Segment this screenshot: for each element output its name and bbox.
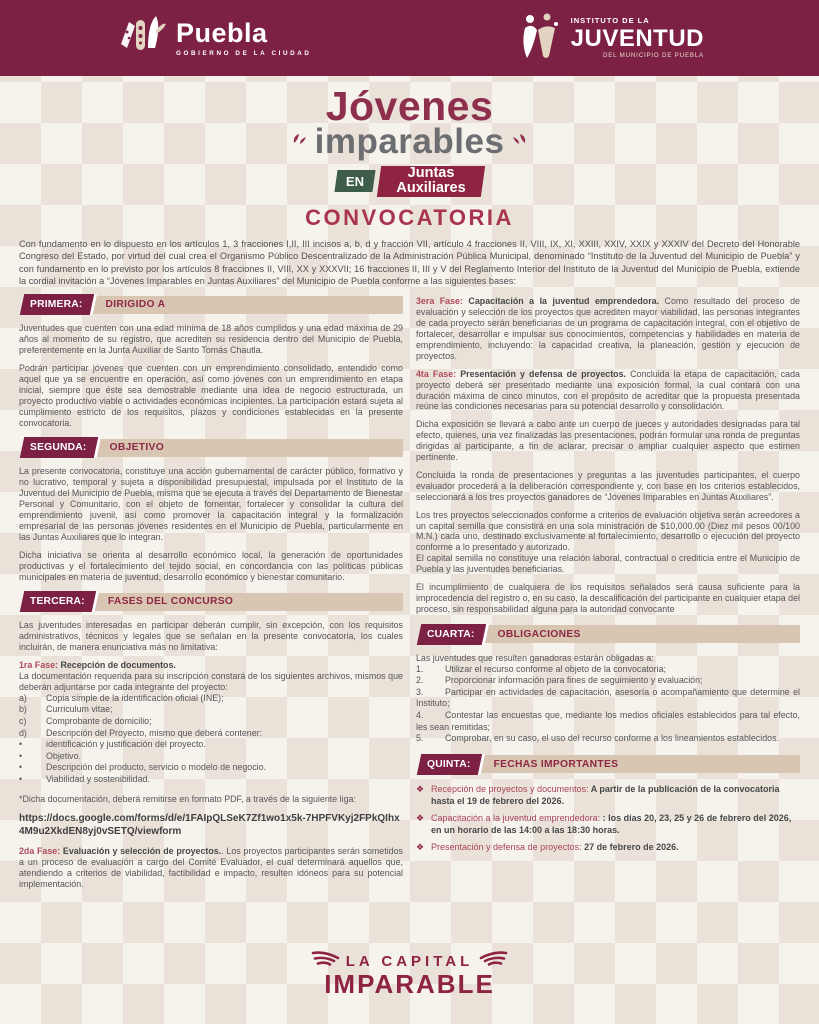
obligacion-5: 5. Comprobar, en su caso, el uso del recurso conforme a los lineamientos establecidos.	[416, 733, 779, 744]
tercera-chip: TERCERA:	[20, 591, 99, 612]
capital-semilla-paragraph-2: El capital semilla no constituye una relación laboral, contractual o crediticia entre el Municipio de Puebla y las juventudes beneficiarias.	[416, 553, 800, 575]
incumplimiento-paragraph: El incumplimiento de cualquiera de los requisitos señalados será causa suficiente para la improcedencia del registro o, en su caso, la descalificación del participante en cualquier etapa del proceso, sin responsabilidad alguna para la autoridad convocante	[416, 582, 800, 614]
detail-item-3: • Descripción del producto, servicio o modelo de negocio.	[19, 762, 267, 773]
segunda-paragraph-2: Dicha iniciativa se orienta al desarrollo económico local, la generación de oportunidades productivas y el fortalecimiento del tejido social, en concordancia con las políticas públicas municipales en materia de juventud, desarrollo económico y bienestar comunitario.	[19, 549, 403, 582]
doc-item-d: d) Descripción del Proyecto, mismo que deberá contener:	[19, 727, 263, 738]
badge-en: EN	[335, 170, 376, 192]
obligacion-3: 3. Participar en actividades de capacitación, asesoría o acompañamiento que determine el Instituto;	[416, 686, 800, 709]
segunda-title-bar: OBJETIVO	[97, 439, 403, 457]
quinta-chip: QUINTA:	[417, 754, 485, 775]
fase1-body: La documentación requerida para su inscripción constará de los siguientes archivos, mismos que deberán adjuntarse por cada integrante del proyecto:	[19, 671, 403, 692]
date-item-text: Recepción de proyectos y documentos: A partir de la publicación de la convocatoria hasta el 19 de febrero del 2026.	[431, 783, 780, 806]
obligacion-1: 1. Utilizar el recurso conforme al objeto de la convocatoria;	[416, 663, 666, 674]
puebla-talavera-icon	[115, 14, 167, 63]
fase2-paragraph: 2da Fase: Evaluación y selección de proyectos.. Los proyectos participantes serán sometidos a un proceso de evaluación a cargo del Comité Evaluador, el cual determinará aquellos que, atendiendo a criterios de viabilidad, factibilidad e impacto, resulten idóneos para su potencial implementación.	[19, 846, 403, 890]
imparable-text: IMPARABLE	[324, 969, 495, 999]
title-block	[0, 76, 819, 231]
exposicion-paragraph: Dicha exposición se llevará a cabo ante un cuerpo de jueces y autoridades designadas para tal efecto, quienes, una vez finalizadas las presentaciones, podrán formular una ronda de preguntas dirigidas al participante, a fin de aclarar, precisar o ampliar cualquier aspecto que estimen pertinente.	[416, 419, 800, 463]
tercera-intro-paragraph: Las juventudes interesadas en participar deberán cumplir, sin excepción, con los requisitos administrativos, técnicos y legales que se señalan en la presente convocatoria, los cuales incluirán, de manera enunciativa más no limitativa:	[19, 620, 403, 653]
doc-item-b: b) Curriculum vitae;	[19, 704, 113, 715]
diamond-bullet-icon: ❖	[416, 783, 425, 794]
title-jovenes: Jóvenes	[325, 83, 494, 129]
juventud-line1: INSTITUTO DE LA	[570, 16, 650, 26]
obligacion-2: 2. Proporcionar información para fines de seguimiento y evaluación;	[416, 675, 703, 686]
fase4-paragraph: 4ta Fase: Presentación y defensa de proyectos. Concluida la etapa de capacitación, cada proyecto deberá ser presentado mediante una exposición formal, la cual contará con una duración máxima de cinco minutos, con el propósito de acreditar que la propuesta presentada reúne las condiciones necesarias para su potencial desarrollo y consolidación.	[416, 368, 800, 412]
primera-paragraph-1: Juventudes que cuenten con una edad mínima de 18 años cumplidos y una edad máxima de 29 años al momento de su registro, que acrediten su residencia dentro del Municipio de Puebla, preferentemente en la Junta Auxiliar de Santo Tomás Chautla.	[19, 323, 403, 356]
title-badges	[0, 166, 819, 197]
section-header-segunda	[19, 437, 403, 458]
section-header-quinta	[416, 754, 800, 775]
fase1-heading: 1ra Fase: Recepción de documentos.	[19, 660, 176, 671]
right-column	[416, 292, 800, 897]
fase3-paragraph: 3era Fase: Capacitación a la juventud emprendedora. Como resultado del proceso de evaluación y selección de los proyectos que acrediten mayor viabilidad, las personas integrantes de cada proyecto serán beneficiarias de un programa de capacitación integral, con el objetivo de fortalecer, desarrollar e impulsar sus conocimientos, competencias y habilidades en materia de emprendimiento, incluyendo: la capacidad creativa, la planeación, gestión y ejecución de proyectos.	[416, 296, 800, 361]
leaf-left-icon	[291, 132, 308, 150]
la-capital-text: LA CAPITAL	[345, 952, 474, 970]
pdf-note: *Dicha documentación, deberá remitirse en formato PDF, a través de la siguiente liga:	[19, 793, 356, 804]
doc-item-a: a) Copia simple de la identificación oficial (INE);	[19, 692, 224, 703]
badge-juntas-auxiliares: Juntas Auxiliares	[376, 166, 484, 197]
diamond-bullet-icon: ❖	[416, 813, 425, 824]
date-item-presentacion	[416, 841, 800, 853]
capital-semilla-paragraph: Los tres proyectos seleccionados conforme a criterios de evaluación objetiva serán acreedores a un capital semilla que consistirá en una sola ministración de $10,000.00 (Diez mil pesos 00/100 M.N.) cada uno, destinado exclusivamente al fortalecimiento, desarrollo o ejecución del proyecto conforme a lo presentado y autorizado.	[416, 509, 800, 553]
la-capital-imparable-logo	[0, 950, 819, 997]
concluida-paragraph: Concluida la ronda de presentaciones y preguntas a las juventudes participantes, el cuerpo evaluador procederá a la deliberación correspondiente y, con base en los criterios establecidos, seleccionará a los tres proyectos ganadores de “Jóvenes Imparables en Juntas Auxiliares”.	[416, 469, 800, 502]
primera-chip: PRIMERA:	[20, 294, 97, 315]
title-imparables: imparables	[314, 121, 505, 161]
primera-paragraph-2: Podrán participar jóvenes que cuenten con un emprendimiento consolidado, entendido como aquel que ya se encuentre en operación, así como jóvenes con un emprendimiento en etapa inicial, siempre que éste sea demostrable mediante una idea de negocio estructurada, un proyecto productivo viable o actividades económicas incipientes. La participación estará sujeta al cumplimiento estricto de los requisitos, plazos y condiciones establecidas en la presente convocatoria.	[19, 362, 403, 428]
date-item-capacitacion	[416, 812, 800, 836]
content-columns	[0, 292, 819, 897]
section-header-primera	[19, 294, 403, 315]
tercera-title-bar: FASES DEL CONCURSO	[95, 593, 403, 611]
section-header-cuarta	[416, 624, 800, 645]
doc-item-c: c) Comprobante de domicilio;	[19, 716, 152, 727]
puebla-logo	[115, 14, 312, 63]
segunda-chip: SEGUNDA:	[20, 437, 101, 458]
date-item-recepcion	[416, 783, 800, 807]
puebla-tagline: GOBIERNO DE LA CIUDAD	[176, 49, 312, 57]
section-header-tercera	[19, 591, 403, 612]
google-form-link[interactable]: https://docs.google.com/forms/d/e/1FAIpQLSeK7Zf1wo1x5k-7HPFVKyj2FPkQIhx4M9u2XkdEN8yj0vSETQ/viewform	[19, 813, 400, 838]
left-column	[19, 292, 403, 897]
segunda-paragraph-1: La presente convocatoria, constituye una acción gubernamental de carácter público, formativo y no lucrativo, temporal y sujeta a disponibilidad presupuestal, impulsada por el Instituto de la Juventud del Municipio de Puebla, misma que se ejecuta a través del Departamento de Bienestar Personal y Comunitario, con el objeto de fomentar, fortalecer y consolidar la cultura del emprendimiento juvenil, así como promover la capacitación integral y la formalización empresarial de las personas jóvenes residentes en el Municipio de Puebla, particularmente en las Juntas Auxiliares que lo integran.	[19, 466, 403, 542]
cuarta-title-bar: OBLIGACIONES	[485, 625, 800, 643]
header-bar	[0, 0, 819, 76]
detail-item-2: • Objetivo.	[19, 750, 82, 761]
quinta-title-bar: FECHAS IMPORTANTES	[481, 755, 800, 773]
detail-item-1: • identificación y justificación del proyecto.	[19, 739, 206, 750]
cuarta-intro: Las juventudes que resulten ganadoras estarán obligadas a:	[416, 652, 654, 663]
date-item-text: Presentación y defensa de proyectos: 27 de febrero de 2026.	[431, 842, 679, 853]
diamond-bullet-icon: ❖	[416, 842, 425, 853]
detail-item-4: • Viabilidad y sostenibilidad.	[19, 773, 150, 784]
juventud-line3: DEL MUNICIPIO DE PUEBLA	[602, 51, 704, 59]
juventud-person-icon	[518, 12, 562, 65]
puebla-wordmark: Puebla	[176, 17, 268, 48]
primera-title-bar: DIRIGIDO A	[93, 296, 403, 314]
date-item-text: Capacitación a la juventud emprendedora: : los días 20, 23, 25 y 26 de febrero del 2026, en un horario de las 14:00 a las 18:30 horas.	[431, 813, 792, 836]
obligacion-4: 4. Contestar las encuestas que, mediante los medios oficiales establecidos para tal efecto, les sean remitidas;	[416, 710, 800, 732]
intro-paragraph: Con fundamento en lo dispuesto en los artículos 1, 3 fracciones I,II, III incisos a, b, d y fracción VII, artículo 4 fracciones II, VIII, IX, XI, XXIII, XXIV, XXIX y XXXIV del Decreto del Honorable Congreso del Estado, por virtud del cual crea el Organismo Público Descentralizado de la Administración Pública Municipal, denominado “Instituto de la Juventud del Municipio de Puebla” y con fundamento en lo previsto por los artículos 8 fracciones II, VIII, XX y XXXVII; 16 fracciones II, III y V del Reglamento Interior del Instituto de la Juventud del Municipio de Puebla, extiende la cordial invitación a “Jóvenes Imparables en Juntas Auxiliares” del Municipio de Puebla conforme a las siguientes bases:	[19, 238, 800, 286]
cuarta-chip: CUARTA:	[417, 624, 489, 645]
leaf-right-icon	[511, 132, 528, 150]
convocatoria-heading: CONVOCATORIA	[305, 204, 514, 230]
juventud-wordmark: JUVENTUD	[570, 24, 704, 52]
juventud-logo	[518, 12, 704, 65]
